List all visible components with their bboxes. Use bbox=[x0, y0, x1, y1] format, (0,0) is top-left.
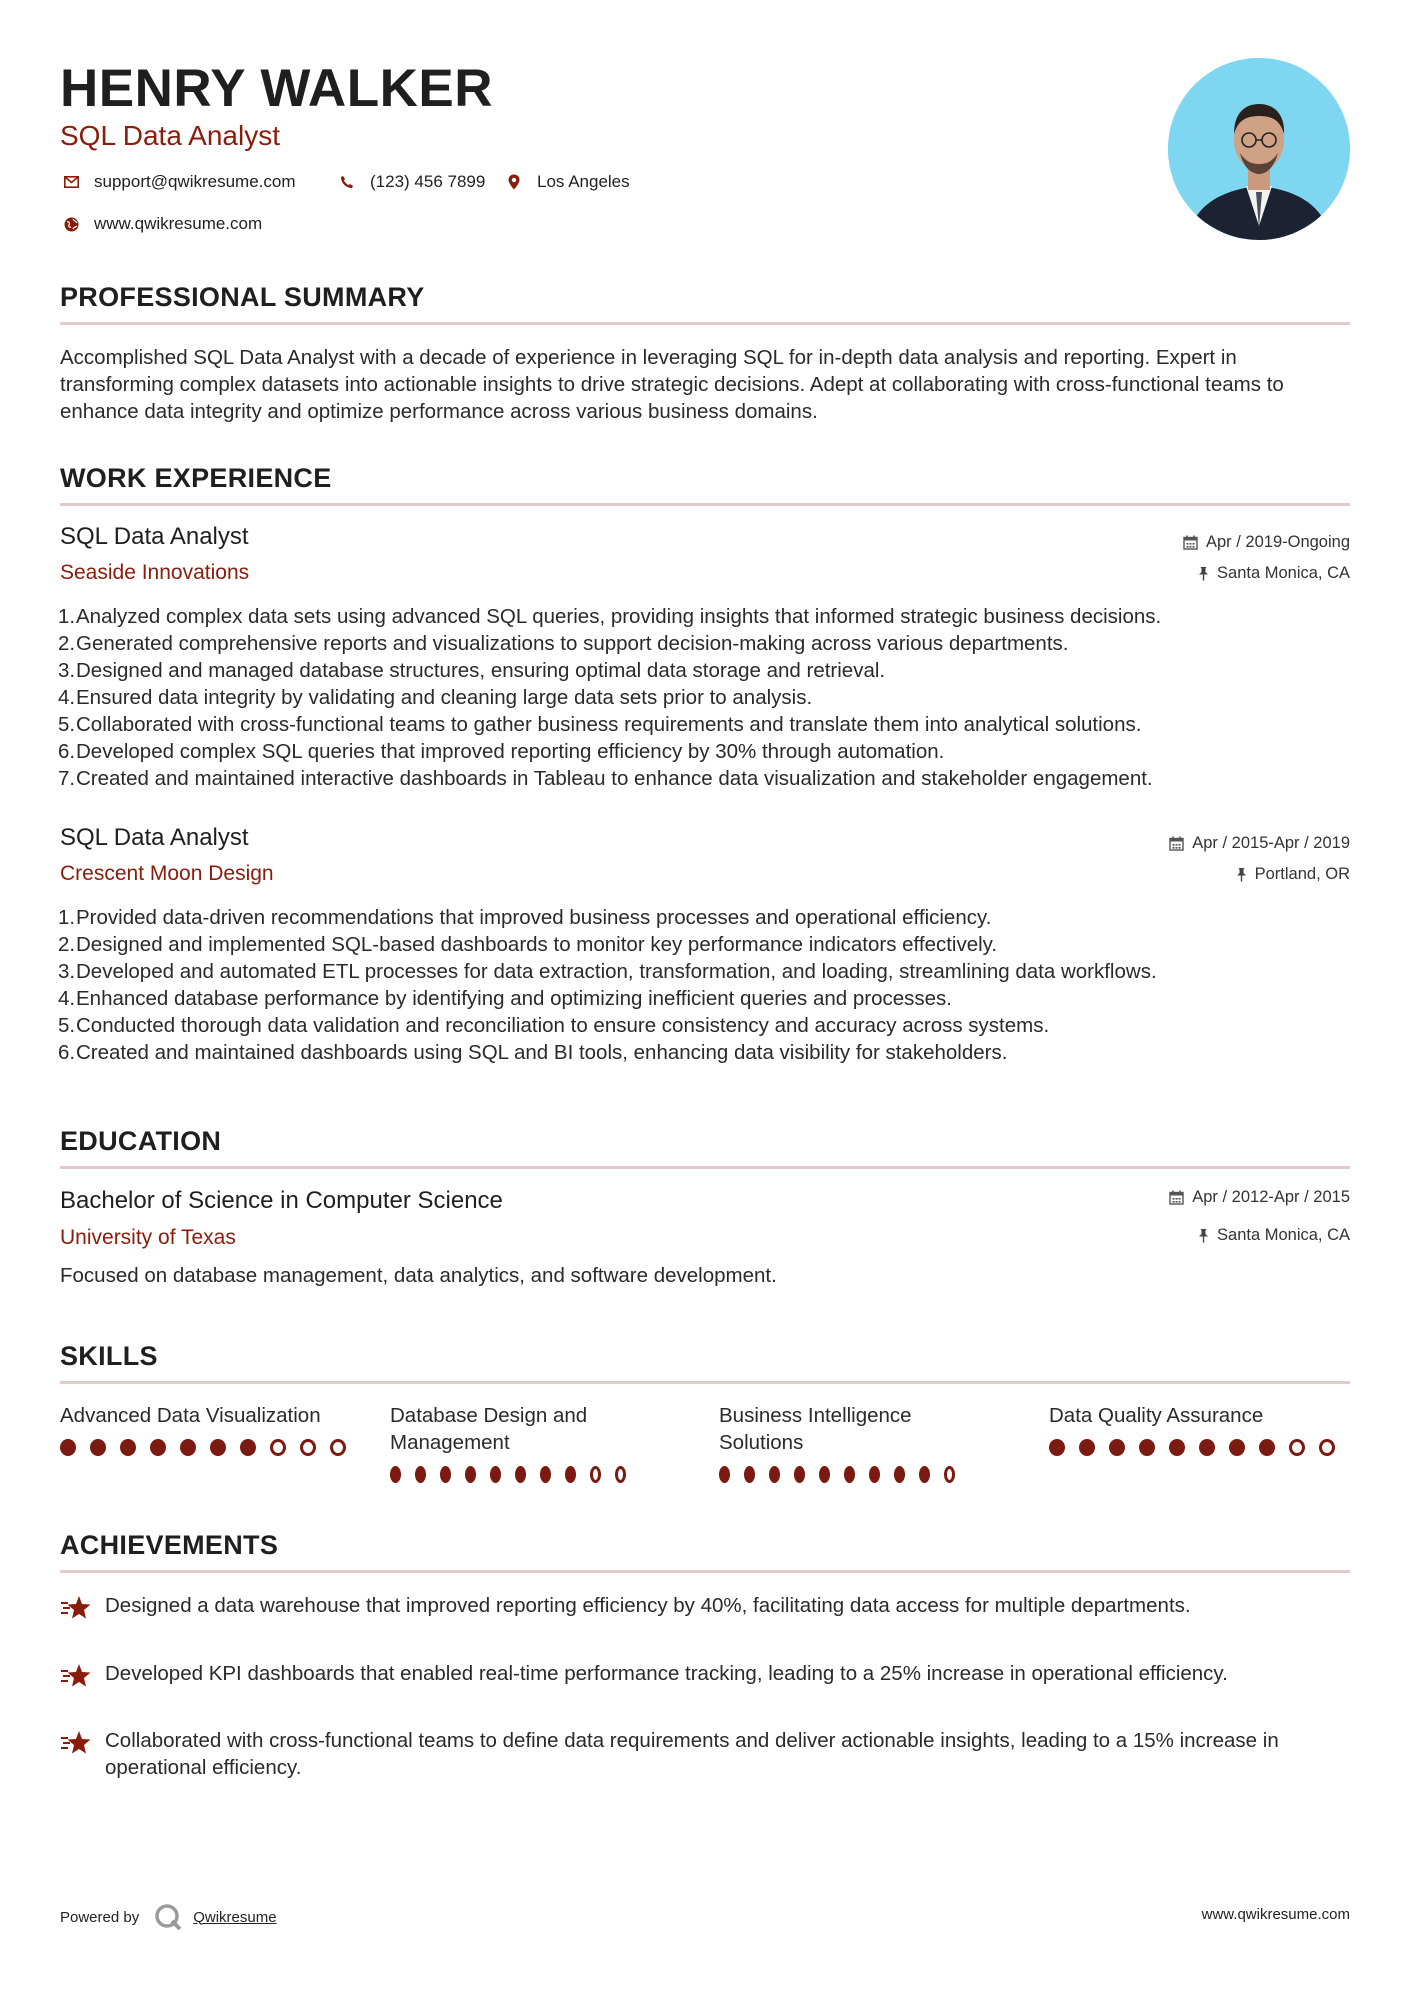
contact-website[interactable] bbox=[60, 214, 262, 234]
education-degree: Bachelor of Science in Computer Science bbox=[60, 1187, 503, 1214]
job-2-dates-text: Apr / 2015-Apr / 2019 bbox=[1192, 834, 1350, 852]
globe-icon bbox=[60, 217, 82, 232]
envelope-icon bbox=[60, 176, 82, 188]
rating-dot-filled bbox=[90, 1439, 106, 1456]
skill-rating bbox=[390, 1466, 640, 1483]
calendar-icon bbox=[1183, 535, 1198, 550]
education-location bbox=[1198, 1226, 1350, 1245]
skill-label: Data Quality Assurance bbox=[1049, 1404, 1264, 1427]
candidate-name: HENRY WALKER bbox=[60, 59, 493, 118]
education-dates bbox=[1169, 1188, 1350, 1207]
rating-dot-filled bbox=[919, 1466, 930, 1483]
job-1-bullets bbox=[60, 603, 1360, 792]
skill-rating bbox=[60, 1439, 360, 1456]
job-2-title: SQL Data Analyst bbox=[60, 824, 249, 851]
location-text: Los Angeles bbox=[537, 172, 630, 191]
achievement-text: Collaborated with cross-functional teams to define data requirements and deliver actionable insights, leading to a 15% increase in operational efficiency. bbox=[105, 1729, 1279, 1779]
rating-dot-empty bbox=[1319, 1439, 1335, 1456]
list-item: 5. Conducted thorough data validation and reconciliation to ensure consistency and accuracy across systems. bbox=[58, 1014, 1050, 1037]
email-text: support@qwikresume.com bbox=[94, 172, 296, 191]
achievement-item bbox=[60, 1727, 1350, 1781]
summary-divider bbox=[60, 322, 1350, 325]
powered-by-text: Powered by bbox=[60, 1908, 140, 1926]
achievements-heading: ACHIEVEMENTS bbox=[60, 1530, 279, 1560]
rating-dot-filled bbox=[769, 1466, 780, 1483]
job-1-title: SQL Data Analyst bbox=[60, 523, 249, 550]
map-pin-icon bbox=[503, 174, 525, 190]
rating-dot-filled bbox=[240, 1439, 256, 1456]
achievement-text: Designed a data warehouse that improved reporting efficiency by 40%, facilitating data access for multiple departments. bbox=[105, 1594, 1191, 1617]
rating-dot-filled bbox=[719, 1466, 730, 1483]
education-location-text: Santa Monica, CA bbox=[1217, 1226, 1350, 1244]
rating-dot-filled bbox=[1229, 1439, 1245, 1456]
list-item: 1. Analyzed complex data sets using advanced SQL queries, providing insights that informed strategic business decisions. bbox=[58, 605, 1162, 628]
rating-dot-filled bbox=[210, 1439, 226, 1456]
rating-dot-filled bbox=[180, 1439, 196, 1456]
job-1-location-text: Santa Monica, CA bbox=[1217, 564, 1350, 582]
rating-dot-empty bbox=[270, 1439, 286, 1456]
job-1-company: Seaside Innovations bbox=[60, 561, 250, 584]
calendar-icon bbox=[1169, 836, 1184, 851]
candidate-role: SQL Data Analyst bbox=[60, 120, 280, 151]
job-2-location bbox=[1236, 865, 1350, 884]
rating-dot-filled bbox=[744, 1466, 755, 1483]
rating-dot-filled bbox=[869, 1466, 880, 1483]
job-1-dates-text: Apr / 2019-Ongoing bbox=[1205, 533, 1350, 551]
achievements-divider bbox=[60, 1570, 1350, 1573]
rating-dot-filled bbox=[565, 1466, 576, 1483]
education-dates-text: Apr / 2012-Apr / 2015 bbox=[1192, 1188, 1350, 1206]
rating-dot-filled bbox=[465, 1466, 476, 1483]
achievement-item bbox=[60, 1592, 1350, 1627]
list-item: 1. Provided data-driven recommendations that improved business processes and operational efficiency. bbox=[58, 906, 992, 929]
contact-email[interactable] bbox=[60, 172, 296, 192]
rating-dot-filled bbox=[120, 1439, 136, 1456]
contact-phone[interactable] bbox=[336, 172, 485, 192]
footer-powered-by bbox=[60, 1902, 277, 1932]
skill-item bbox=[1049, 1402, 1349, 1456]
rating-dot-filled bbox=[60, 1439, 76, 1456]
education-divider bbox=[60, 1166, 1350, 1169]
list-item: 3. Designed and managed database structures, ensuring optimal data storage and retrieval. bbox=[58, 659, 886, 682]
contact-location bbox=[503, 172, 630, 192]
profile-photo bbox=[1168, 58, 1350, 240]
job-2-location-text: Portland, OR bbox=[1254, 865, 1350, 883]
list-item: 2. Designed and implemented SQL-based dashboards to monitor key performance indicators effectively. bbox=[58, 933, 998, 956]
star-icon bbox=[60, 1727, 105, 1781]
rating-dot-filled bbox=[894, 1466, 905, 1483]
website-text: www.qwikresume.com bbox=[94, 214, 263, 233]
achievement-item bbox=[60, 1660, 1350, 1695]
rating-dot-filled bbox=[819, 1466, 830, 1483]
skills-divider bbox=[60, 1381, 1350, 1384]
rating-dot-filled bbox=[1109, 1439, 1125, 1456]
star-icon bbox=[60, 1592, 105, 1627]
rating-dot-empty bbox=[1289, 1439, 1305, 1456]
list-item: 6. Developed complex SQL queries that improved reporting efficiency by 30% through automation. bbox=[58, 740, 945, 763]
job-2-dates bbox=[1169, 834, 1350, 853]
rating-dot-filled bbox=[1079, 1439, 1095, 1456]
rating-dot-filled bbox=[844, 1466, 855, 1483]
list-item: 4. Ensured data integrity by validating and cleaning large data sets prior to analysis. bbox=[58, 686, 813, 709]
skill-label: Advanced Data Visualization bbox=[60, 1404, 321, 1427]
phone-icon bbox=[336, 175, 358, 189]
education-school: University of Texas bbox=[60, 1226, 236, 1249]
rating-dot-filled bbox=[1259, 1439, 1275, 1456]
education-description: Focused on database management, data analytics, and software development. bbox=[60, 1264, 777, 1287]
education-heading: EDUCATION bbox=[60, 1126, 222, 1156]
rating-dot-filled bbox=[1139, 1439, 1155, 1456]
rating-dot-filled bbox=[440, 1466, 451, 1483]
rating-dot-filled bbox=[1169, 1439, 1185, 1456]
pushpin-icon bbox=[1198, 566, 1209, 581]
qwikresume-logo-icon bbox=[153, 1902, 183, 1932]
skills-heading: SKILLS bbox=[60, 1341, 158, 1371]
footer-website[interactable]: www.qwikresume.com bbox=[1201, 1906, 1350, 1923]
list-item: 5. Collaborated with cross-functional teams to gather business requirements and translate them into analytical solutions. bbox=[58, 713, 1142, 736]
pushpin-icon bbox=[1198, 1228, 1209, 1243]
rating-dot-filled bbox=[415, 1466, 426, 1483]
list-item: 4. Enhanced database performance by identifying and optimizing inefficient queries and processes. bbox=[58, 987, 952, 1010]
skill-item bbox=[60, 1402, 360, 1456]
calendar-icon bbox=[1169, 1190, 1184, 1205]
list-item: 2. Generated comprehensive reports and visualizations to support decision-making across various departments. bbox=[58, 632, 1069, 655]
job-1-location bbox=[1198, 564, 1350, 583]
rating-dot-filled bbox=[490, 1466, 501, 1483]
star-icon bbox=[60, 1660, 105, 1695]
experience-divider bbox=[60, 503, 1350, 506]
list-item: 3. Developed and automated ETL processes for data extraction, transformation, and loading, streamlining data workflows. bbox=[58, 960, 1157, 983]
rating-dot-filled bbox=[794, 1466, 805, 1483]
job-2-company: Crescent Moon Design bbox=[60, 862, 274, 885]
rating-dot-empty bbox=[590, 1466, 601, 1483]
rating-dot-empty bbox=[330, 1439, 346, 1456]
summary-text: Accomplished SQL Data Analyst with a decade of experience in leveraging SQL for in-depth data analysis and reporting. Expert in transforming complex datasets into actionable insights to drive strategic decisions. Adept at collaborating with cross-functional teams to enhance data integrity and optimize performance across various business domains. bbox=[60, 346, 1284, 423]
skill-item bbox=[719, 1402, 969, 1483]
skill-label: Database Design and Management bbox=[390, 1404, 588, 1454]
rating-dot-filled bbox=[540, 1466, 551, 1483]
skill-rating bbox=[1049, 1439, 1349, 1456]
list-item: 7. Created and maintained interactive dashboards in Tableau to enhance data visualization and stakeholder engagement. bbox=[58, 767, 1153, 790]
phone-text: (123) 456 7899 bbox=[370, 172, 486, 191]
rating-dot-empty bbox=[615, 1466, 626, 1483]
rating-dot-empty bbox=[300, 1439, 316, 1456]
job-1-dates bbox=[1183, 533, 1350, 552]
skill-item bbox=[390, 1402, 640, 1483]
rating-dot-empty bbox=[944, 1466, 955, 1483]
job-2-bullets bbox=[60, 904, 1360, 1066]
qwikresume-link[interactable]: Qwikresume bbox=[193, 1908, 277, 1926]
experience-heading: WORK EXPERIENCE bbox=[60, 463, 332, 493]
skill-label: Business Intelligence Solutions bbox=[719, 1404, 912, 1454]
pushpin-icon bbox=[1236, 867, 1247, 882]
rating-dot-filled bbox=[515, 1466, 526, 1483]
rating-dot-filled bbox=[390, 1466, 401, 1483]
skill-rating bbox=[719, 1466, 969, 1483]
achievement-text: Developed KPI dashboards that enabled real-time performance tracking, leading to a 25% increase in operational efficiency. bbox=[105, 1662, 1228, 1685]
rating-dot-filled bbox=[150, 1439, 166, 1456]
summary-heading: PROFESSIONAL SUMMARY bbox=[60, 282, 425, 312]
rating-dot-filled bbox=[1049, 1439, 1065, 1456]
list-item: 6. Created and maintained dashboards using SQL and BI tools, enhancing data visibility for stakeholders. bbox=[58, 1041, 1008, 1064]
rating-dot-filled bbox=[1199, 1439, 1215, 1456]
